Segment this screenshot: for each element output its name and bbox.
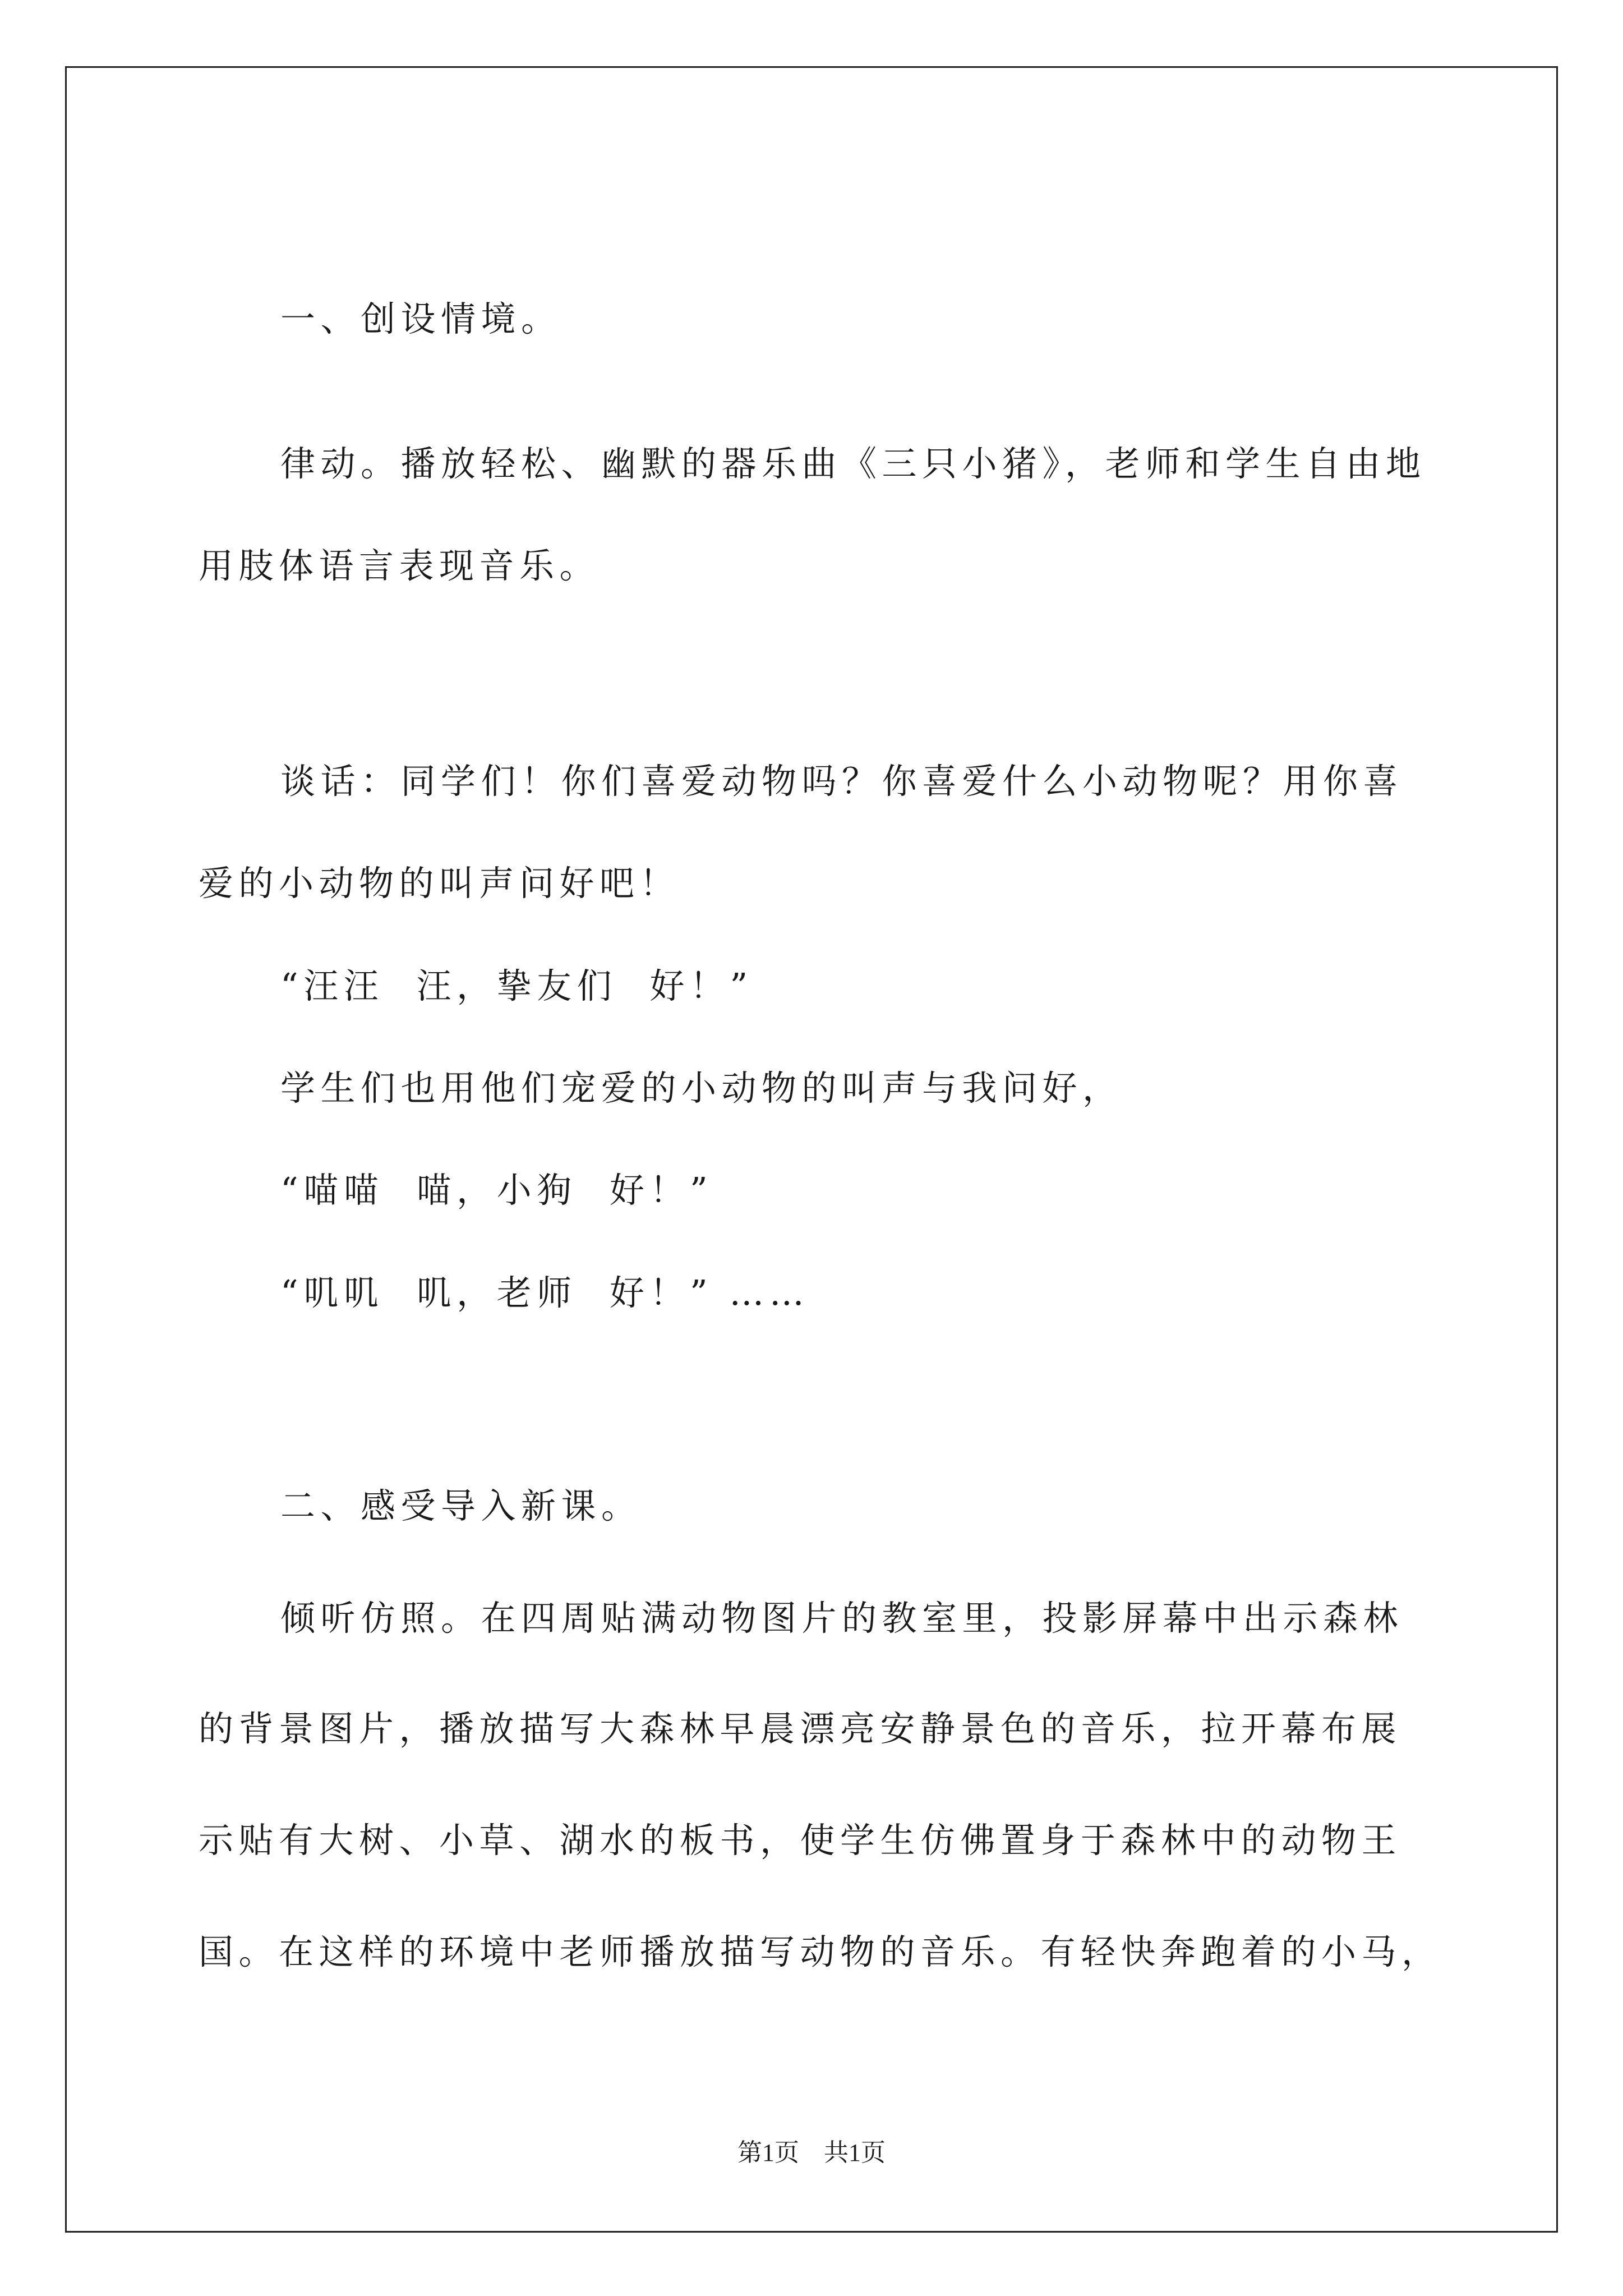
section-heading-2: 二、感受导入新课。 <box>280 1485 642 1526</box>
page-border <box>65 66 1558 2233</box>
dialogue-line: “喵喵 喵，小狗 好！” <box>280 1170 713 1211</box>
paragraph-line: 学生们也用他们宠爱的小动物的叫声与我问好， <box>280 1068 1123 1108</box>
paragraph-line: 倾听仿照。在四周贴满动物图片的教室里，投影屏幕中出示森林 <box>280 1598 1404 1639</box>
paragraph-line: 爱的小动物的叫声问好吧！ <box>199 863 680 904</box>
dialogue-line: “叽叽 叽，老师 好！” …… <box>280 1272 810 1313</box>
section-heading-1: 一、创设情境。 <box>280 298 561 339</box>
paragraph-line: 谈话：同学们！你们喜爱动物吗？你喜爱什么小动物呢？用你喜 <box>280 761 1404 802</box>
dialogue-line: “汪汪 汪，挚友们 好！” <box>280 965 753 1006</box>
page-number-footer: 第1页 共1页 <box>737 2139 886 2166</box>
paragraph-line: 的背景图片，播放描写大森林早晨漂亮安静景色的音乐，拉开幕布展 <box>199 1708 1402 1749</box>
paragraph-line: 用肢体语言表现音乐。 <box>199 545 600 586</box>
paragraph-line: 示贴有大树、小草、湖水的板书，使学生仿佛置身于森林中的动物王 <box>199 1820 1402 1861</box>
paragraph-line: 国。在这样的环境中老师播放描写动物的音乐。有轻快奔跑着的小马， <box>199 1931 1442 1972</box>
paragraph-line: 律动。播放轻松、幽默的器乐曲《三只小猪》，老师和学生自由地 <box>280 443 1426 484</box>
